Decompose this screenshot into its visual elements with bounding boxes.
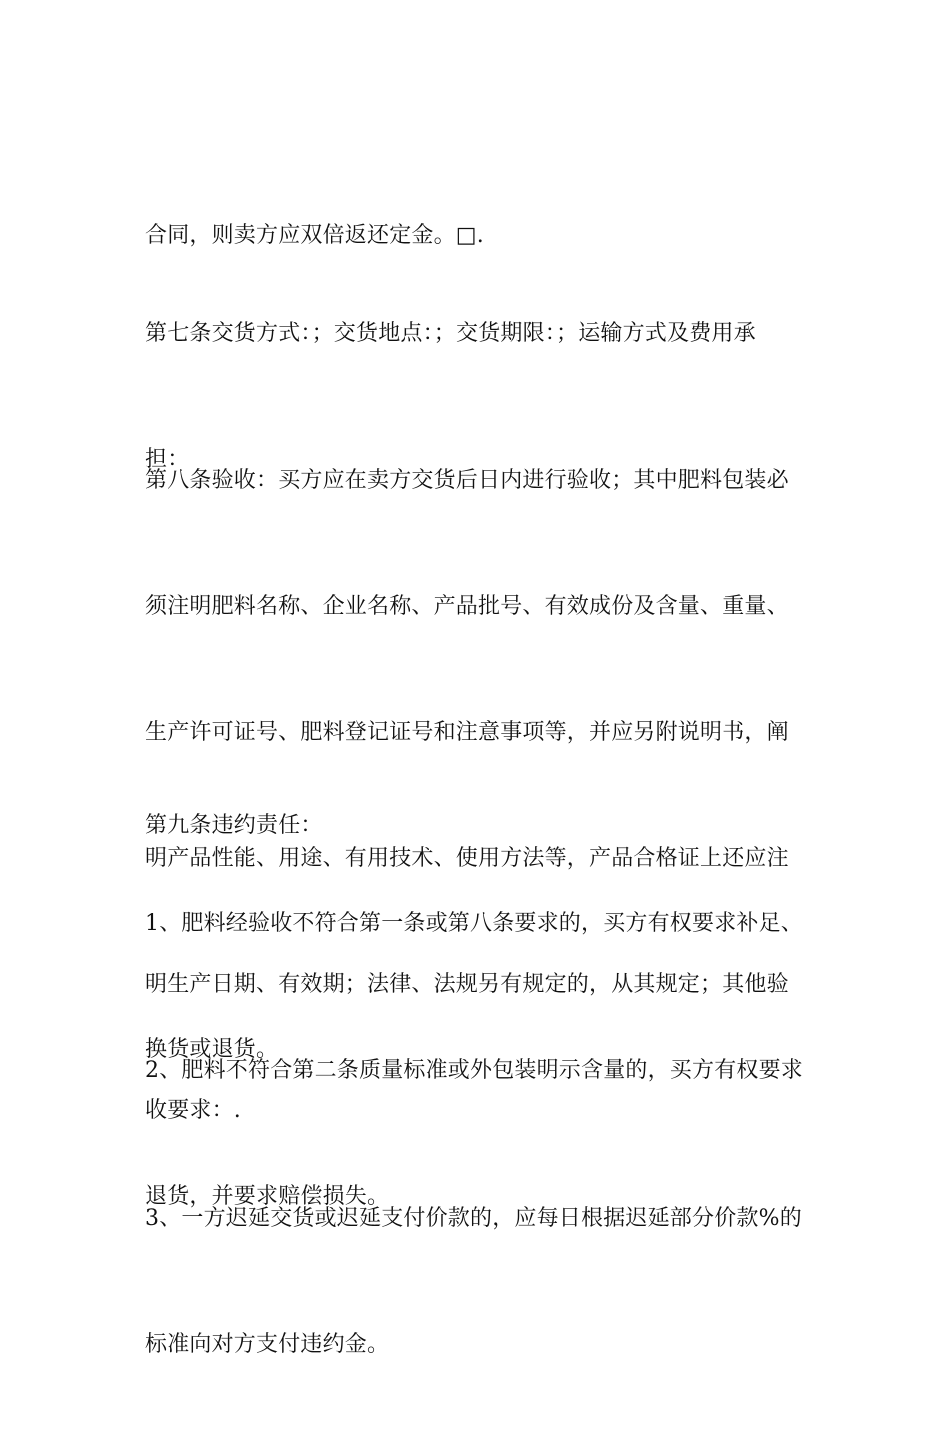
text-line: 合同，则卖方应双倍返还定金。□. [145, 223, 484, 248]
text-line: 退货，并要求赔偿损失。 [145, 1184, 390, 1209]
text-line: 换货或退货。 [145, 1037, 279, 1062]
text-line: 第八条验收：买方应在卖方交货后日内进行验收；其中肥料包装必 [145, 468, 789, 493]
paragraph-liability-item-3 [145, 1114, 810, 1450]
text-line: 第七条交货方式：；交货地点：；交货期限：；运输方式及费用承 [145, 321, 756, 346]
text-line: 3、一方迟延交货或迟延支付价款的，应每日根据迟延部分价款%的 [145, 1206, 802, 1231]
text-line: 收要求：. [145, 1098, 241, 1123]
text-line: 明生产日期、有效期；法律、法规另有规定的，从其规定；其他验 [145, 972, 789, 997]
text-line: 第九条违约责任： [145, 813, 323, 838]
text-line: 1、肥料经验收不符合第一条或第八条要求的，买方有权要求补足、 [145, 911, 803, 936]
text-line: 明产品性能、用途、有用技术、使用方法等，产品合格证上还应注 [145, 846, 789, 871]
text-line: 2、肥料不符合第二条质量标准或外包装明示含量的，买方有权要求 [145, 1058, 803, 1083]
text-line: 担： [145, 447, 190, 472]
text-line: 生产许可证号、肥料登记证号和注意事项等，并应另附说明书，阐 [145, 720, 789, 745]
text-line: 须注明肥料名称、企业名称、产品批号、有效成份及含量、重量、 [145, 594, 789, 619]
text-line: 标准向对方支付违约金。 [145, 1332, 390, 1357]
